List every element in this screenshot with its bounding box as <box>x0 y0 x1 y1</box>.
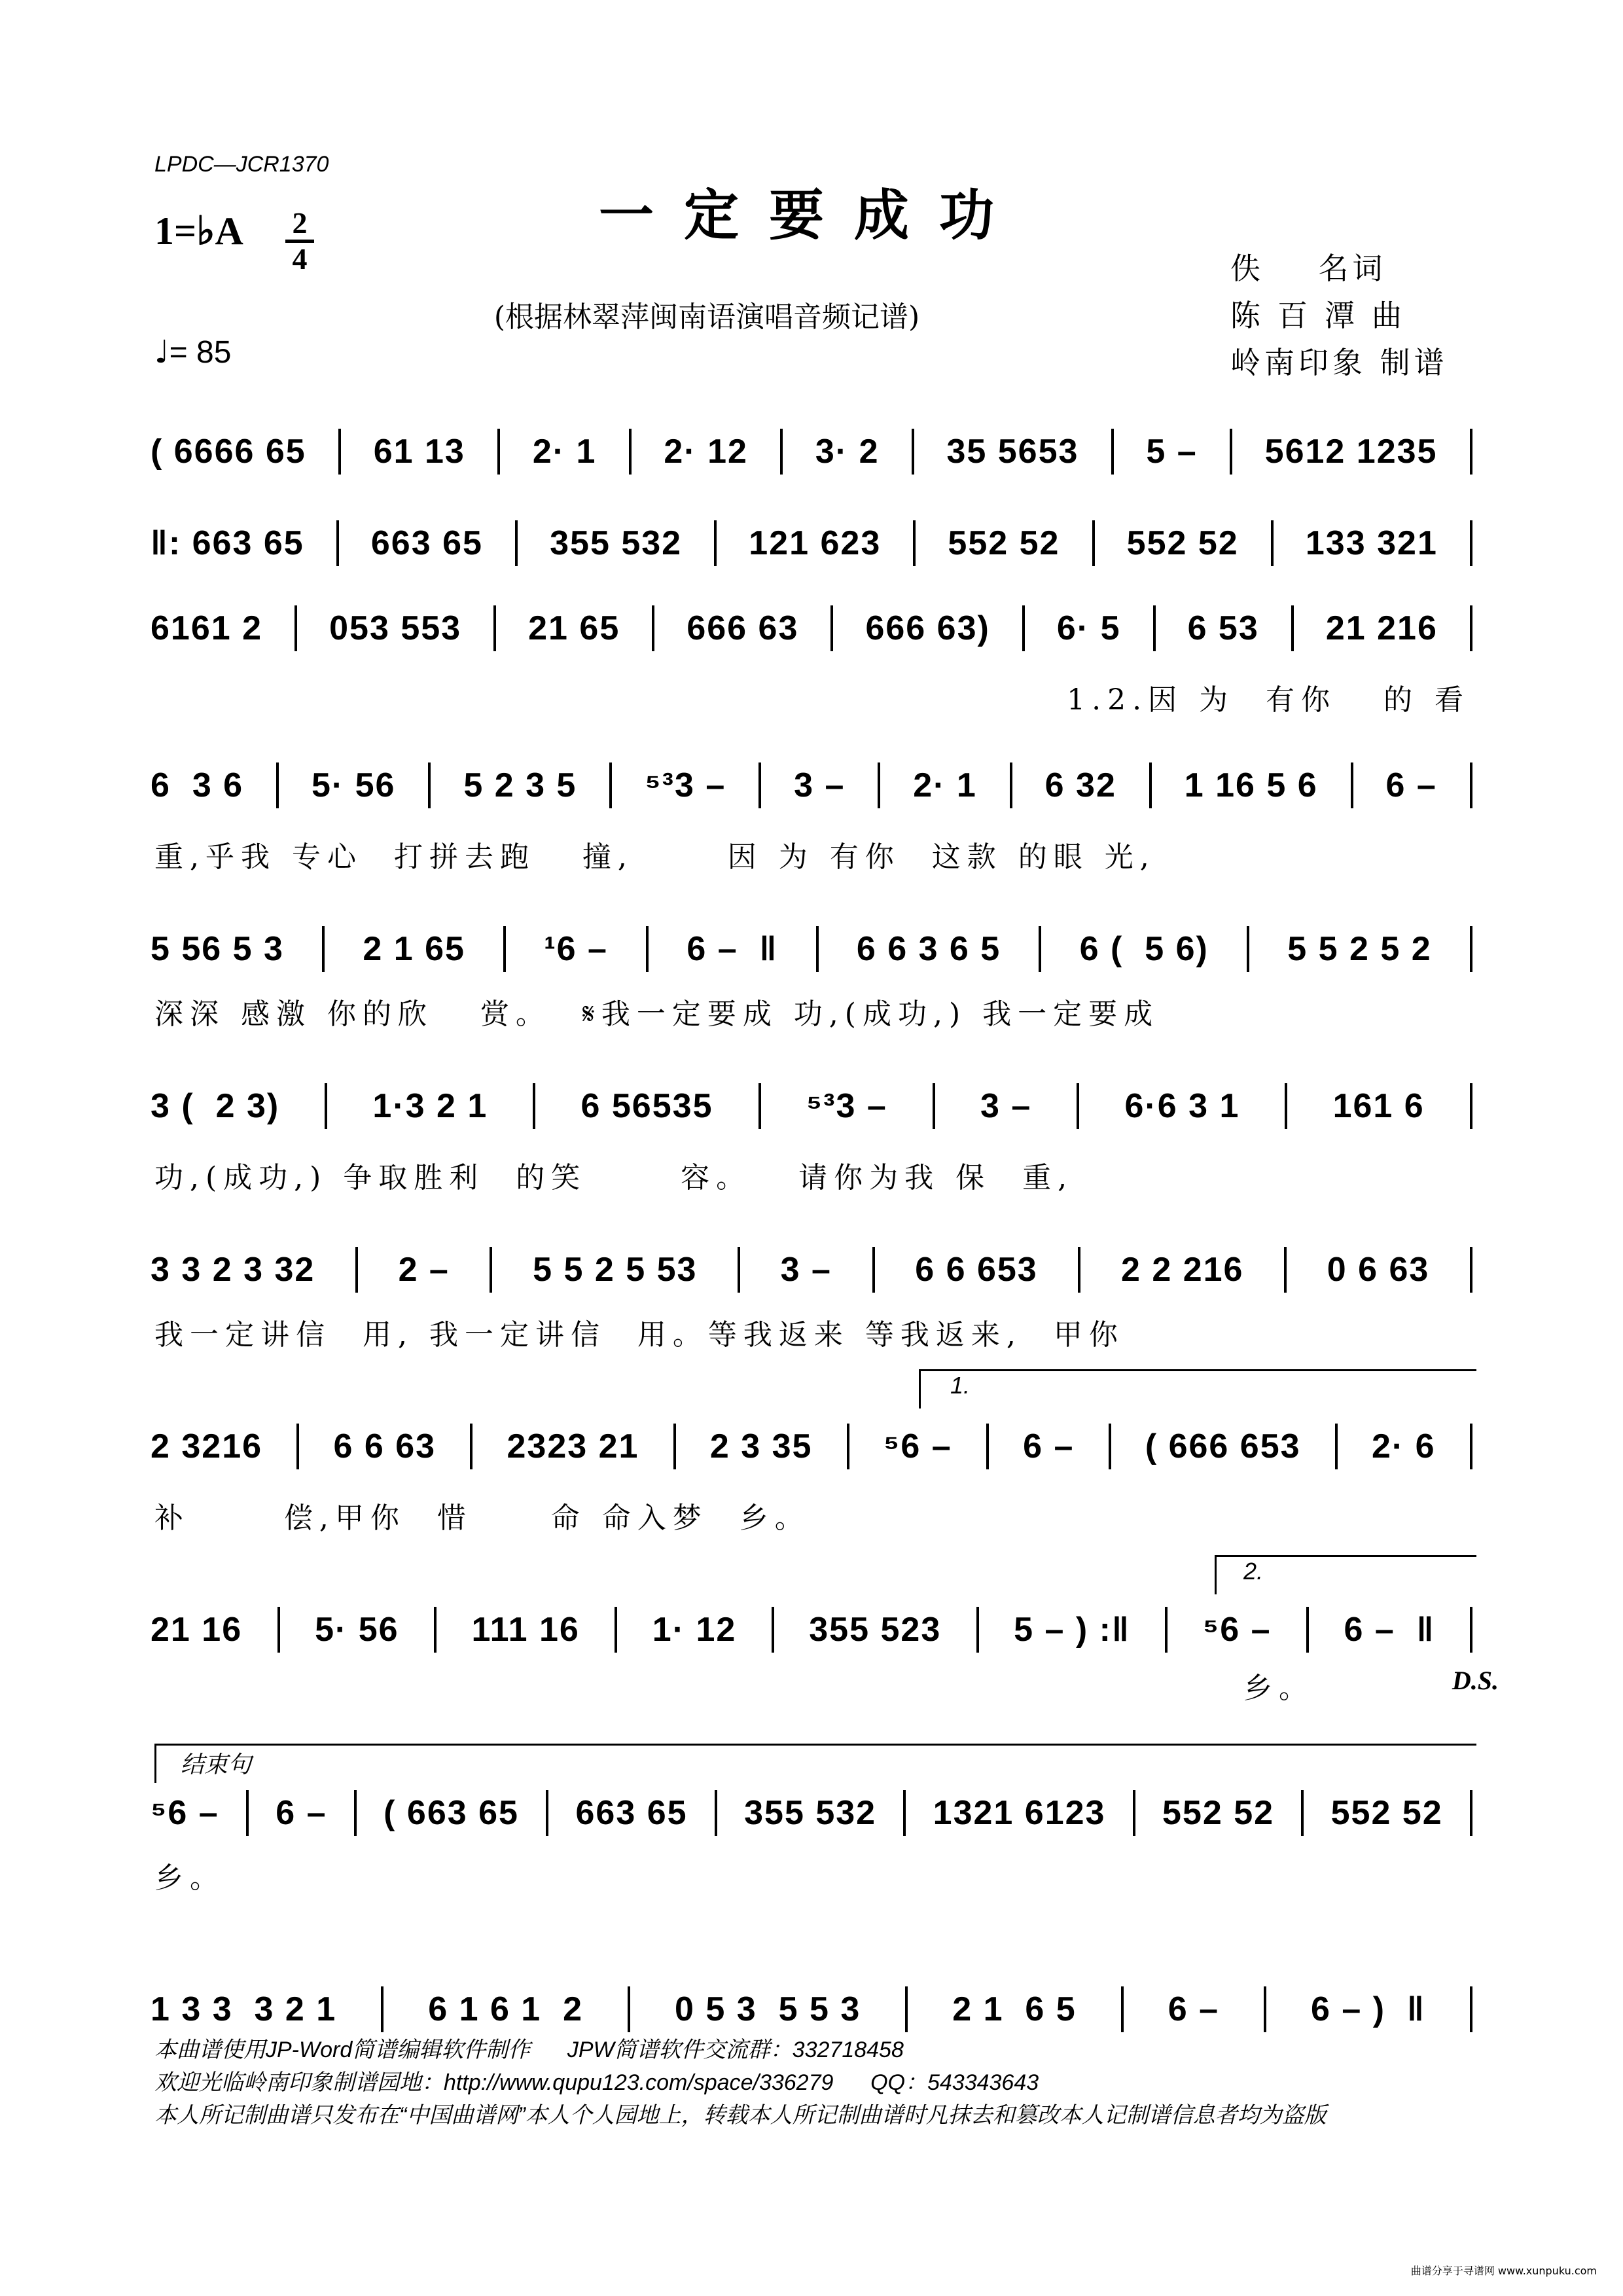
arranger: 岭南印象 制谱 <box>1230 345 1448 380</box>
measure: 2· 12 <box>664 433 748 471</box>
measure: 111 16 <box>471 1611 580 1649</box>
measure: 552 52 <box>948 524 1060 562</box>
barline <box>1264 1986 1266 2032</box>
barline <box>1039 926 1041 972</box>
barline <box>533 1083 535 1129</box>
measure: 5 2 3 5 <box>463 766 577 804</box>
barline <box>355 1247 358 1293</box>
barline <box>338 429 341 475</box>
barline <box>905 1986 908 2032</box>
measure: 161 6 <box>1332 1087 1425 1125</box>
measure: 552 52 <box>1126 524 1239 562</box>
measure: 552 52 <box>1162 1794 1275 1832</box>
measure: 121 623 <box>749 524 882 562</box>
staff-row <box>151 602 1472 655</box>
measure: ⁵6 – <box>151 1794 219 1832</box>
measure: 1321 6123 <box>933 1794 1106 1832</box>
measure: 355 523 <box>809 1611 942 1649</box>
lyrics-line: 1.2.因 为 有你 的 看 <box>1067 683 1470 717</box>
lyrics-line: 补 偿,甲你 惜 命 命入梦 乡。 <box>154 1501 810 1535</box>
staff-row <box>151 759 1472 812</box>
barline <box>986 1424 989 1469</box>
barline <box>772 1607 774 1653</box>
first-ending-bracket-left <box>919 1369 921 1408</box>
measure: 5 – ) :‖ <box>1014 1611 1130 1649</box>
measure: 2· 1 <box>532 433 597 471</box>
barline <box>758 762 761 808</box>
score-code: LPDC—JCR1370 <box>154 152 329 177</box>
footer-line-3: 本人所记制曲谱只发布在“中国曲谱网”本人个人园地上，转载本人所记制曲谱时凡抹去和篡改本人记制谱信息者均为盗版 <box>154 2103 1327 2128</box>
measure: 0 5 3 5 5 3 <box>675 1990 861 2028</box>
staff-row <box>151 923 1472 975</box>
measure: 61 13 <box>373 433 465 471</box>
measure: 2 – <box>398 1251 450 1289</box>
barline <box>515 520 518 566</box>
time-signature-top: 2 <box>292 206 308 240</box>
barline <box>872 1247 875 1293</box>
measure: 6 – ‖ <box>1344 1611 1435 1649</box>
barline <box>336 520 339 566</box>
barline <box>1470 1247 1472 1293</box>
measure: 6 – <box>1023 1427 1075 1465</box>
barline <box>490 1247 492 1293</box>
barline <box>1470 520 1472 566</box>
measure: 1· 12 <box>652 1611 737 1649</box>
barline <box>1470 1986 1472 2032</box>
measure: ( 663 65 <box>383 1794 519 1832</box>
barline <box>878 762 880 808</box>
barline <box>1470 605 1472 651</box>
barline <box>294 605 297 651</box>
barline <box>277 1607 280 1653</box>
barline <box>1470 1083 1472 1129</box>
measure: 2· 1 <box>913 766 977 804</box>
measure: 552 52 <box>1330 1794 1443 1832</box>
barline <box>546 1790 548 1836</box>
measure: 6161 2 <box>151 609 263 647</box>
measure: 21 216 <box>1325 609 1438 647</box>
measure: ( 6666 65 <box>151 433 306 471</box>
barline <box>246 1790 249 1836</box>
lyrics-line: 功,(成功,) 争取胜利 的笑 容。 请你为我 保 重, <box>154 1161 1074 1194</box>
tempo-value: = 85 <box>169 335 232 370</box>
staff-row <box>151 1604 1472 1656</box>
barline <box>1111 429 1114 475</box>
measure: 5612 1235 <box>1264 433 1438 471</box>
barline <box>434 1607 437 1653</box>
measure: 1·3 2 1 <box>372 1087 488 1125</box>
barline <box>615 1607 617 1653</box>
measure: 355 532 <box>550 524 683 562</box>
first-ending-label: 1. <box>950 1372 971 1399</box>
barline <box>714 520 717 566</box>
measure: 5 5 2 5 53 <box>533 1251 698 1289</box>
barline <box>912 429 914 475</box>
barline <box>1165 1607 1168 1653</box>
subtitle: (根据林翠萍闽南语演唱音频记谱) <box>493 300 920 334</box>
barline <box>1351 762 1353 808</box>
barline <box>780 429 783 475</box>
barline <box>381 1986 383 2032</box>
barline <box>1291 605 1294 651</box>
measure: 355 532 <box>744 1794 877 1832</box>
barline <box>816 926 819 972</box>
coda-bracket <box>154 1744 1476 1746</box>
barline <box>1301 1790 1304 1836</box>
barline <box>629 429 632 475</box>
barline <box>1247 926 1249 972</box>
watermark: 曲谱分享于寻谱网 www.xunpuku.com <box>1410 2265 1597 2277</box>
barline <box>1133 1790 1135 1836</box>
barline <box>296 1424 299 1469</box>
measure: 3 – <box>794 766 846 804</box>
footer-line-1: 本曲谱使用JP-Word简谱编辑软件制作 JPW简谱软件交流群：332718458 <box>154 2037 904 2062</box>
time-signature-bottom: 4 <box>292 242 308 276</box>
measure: 3 – <box>780 1251 832 1289</box>
footer-line-2: 欢迎光临岭南印象制谱园地：http://www.qupu123.com/space/336279 QQ：543343643 <box>154 2070 1039 2095</box>
coda-bracket-left <box>154 1744 156 1783</box>
measure: 5· 56 <box>315 1611 399 1649</box>
barline <box>628 1986 630 2032</box>
measure: 2 1 65 <box>363 930 465 968</box>
measure: ⁵6 – <box>1202 1611 1272 1649</box>
measure: ( 666 653 <box>1145 1427 1301 1465</box>
measure: 6 32 <box>1044 766 1116 804</box>
barline <box>1470 762 1472 808</box>
barline <box>325 1083 327 1129</box>
barline <box>354 1790 357 1836</box>
barline <box>652 605 654 651</box>
barline <box>1149 762 1152 808</box>
measure: 663 65 <box>575 1794 688 1832</box>
barline <box>1022 605 1025 651</box>
measure: 133 321 <box>1305 524 1438 562</box>
barline <box>847 1424 849 1469</box>
measure: 5 5 2 5 2 <box>1287 930 1432 968</box>
barline <box>1121 1986 1124 2032</box>
measure: 666 63) <box>865 609 990 647</box>
measure: ⁵6 – <box>883 1427 952 1465</box>
barline <box>609 762 612 808</box>
composer: 陈百潭曲 <box>1230 298 1419 333</box>
barline <box>933 1083 935 1129</box>
measure: 1 3 3 3 2 1 <box>151 1990 337 2028</box>
staff-row <box>151 1080 1472 1132</box>
measure: ‖: 663 65 <box>151 524 304 562</box>
barline <box>1271 520 1274 566</box>
second-ending-bracket-left <box>1215 1555 1217 1594</box>
staff-row <box>151 1244 1472 1296</box>
lyrics-line: 我一定讲信 用, 我一定讲信 用。等我返来 等我返来, 甲你 <box>154 1318 1124 1352</box>
barline <box>1335 1424 1338 1469</box>
barline <box>1153 605 1156 651</box>
staff-row <box>151 517 1472 569</box>
barline <box>1470 926 1472 972</box>
measure: 2· 6 <box>1371 1427 1436 1465</box>
measure: ¹6 – <box>544 930 608 968</box>
barline <box>1109 1424 1111 1469</box>
measure: 6 – <box>276 1794 327 1832</box>
barline <box>1470 1790 1472 1836</box>
dal-segno-marking: D.S. <box>1452 1666 1499 1695</box>
barline <box>1470 1607 1472 1653</box>
barline <box>913 520 916 566</box>
measure: 2 3216 <box>151 1427 263 1465</box>
measure: 5 56 5 3 <box>151 930 284 968</box>
measure: 3 3 2 3 32 <box>151 1251 315 1289</box>
measure: 2323 21 <box>507 1427 639 1465</box>
tempo-marking <box>154 334 231 370</box>
key-signature: 1=♭A <box>154 209 243 253</box>
barline <box>758 1083 761 1129</box>
measure: 6 53 <box>1187 609 1259 647</box>
staff-row <box>151 1983 1472 2036</box>
measure: 35 5653 <box>946 433 1079 471</box>
measure: 21 65 <box>528 609 620 647</box>
barline <box>470 1424 473 1469</box>
lyrics-line: 乡。 <box>154 1861 225 1895</box>
measure: 6 6 63 <box>333 1427 437 1465</box>
measure: ⁵³3 – <box>645 766 726 804</box>
time-signature <box>285 208 314 274</box>
staff-row <box>151 1420 1472 1473</box>
measure: 6 – <box>1168 1990 1220 2028</box>
barline <box>646 926 649 972</box>
measure: 5 – <box>1146 433 1198 471</box>
barline <box>830 605 833 651</box>
quarter-note-icon: ♩ <box>154 334 169 370</box>
barline <box>1306 1607 1309 1653</box>
measure: 6 1 6 1 2 <box>428 1990 584 2028</box>
measure: 666 63 <box>687 609 799 647</box>
barline <box>503 926 506 972</box>
song-title: 一定要成功 <box>598 183 1024 247</box>
measure: 663 65 <box>370 524 483 562</box>
second-ending-bracket <box>1215 1555 1476 1557</box>
measure: 6 6 3 6 5 <box>856 930 1001 968</box>
measure: 2 3 35 <box>709 1427 813 1465</box>
lyrics-line: 重,乎我 专心 打拼去跑 撞, 因 为 有你 这款 的眼 光, <box>154 840 1156 874</box>
measure: 6 ( 5 6) <box>1079 930 1209 968</box>
lyrics-line: 乡。 <box>1243 1672 1314 1705</box>
barline <box>715 1790 717 1836</box>
barline <box>1230 429 1232 475</box>
barline <box>276 762 279 808</box>
lyrics-line: 深深 感激 你的欣 赏。 𝄋我一定要成 功,(成功,) 我一定要成 <box>154 997 1160 1031</box>
measure: 053 553 <box>329 609 462 647</box>
barline <box>1470 429 1472 475</box>
measure: 6 56535 <box>580 1087 713 1125</box>
barline <box>903 1790 906 1836</box>
measure: 5· 56 <box>311 766 396 804</box>
barline <box>1078 1247 1080 1293</box>
barline <box>976 1607 979 1653</box>
measure: 3· 2 <box>815 433 880 471</box>
measure: 6 – ) ‖ <box>1311 1990 1425 2028</box>
measure: 3 – <box>980 1087 1032 1125</box>
staff-row <box>151 1787 1472 1839</box>
measure: 6 3 6 <box>151 766 244 804</box>
measure: ⁵³3 – <box>806 1087 887 1125</box>
barline <box>1285 1083 1287 1129</box>
barline <box>1284 1247 1287 1293</box>
barline <box>738 1247 740 1293</box>
barline <box>1010 762 1012 808</box>
lyricist: 佚 名词 <box>1230 251 1387 286</box>
measure: 6· 5 <box>1056 609 1121 647</box>
measure: 21 16 <box>151 1611 243 1649</box>
barline <box>673 1424 676 1469</box>
measure: 6 – <box>1385 766 1437 804</box>
measure: 6 – ‖ <box>687 930 778 968</box>
barline <box>428 762 431 808</box>
measure: 0 6 63 <box>1327 1251 1430 1289</box>
measure: 2 1 6 5 <box>952 1990 1077 2028</box>
measure: 6·6 3 1 <box>1124 1087 1240 1125</box>
measure: 6 6 653 <box>915 1251 1038 1289</box>
first-ending-bracket <box>919 1369 1476 1371</box>
measure: 3 ( 2 3) <box>151 1087 280 1125</box>
staff-row <box>151 425 1472 478</box>
measure: 2 2 216 <box>1120 1251 1244 1289</box>
barline <box>322 926 325 972</box>
second-ending-label: 2. <box>1243 1558 1264 1585</box>
coda-label: 结束句 <box>181 1751 252 1778</box>
barline <box>493 605 496 651</box>
measure: 1 16 5 6 <box>1184 766 1318 804</box>
barline <box>497 429 500 475</box>
barline <box>1077 1083 1079 1129</box>
barline <box>1092 520 1095 566</box>
barline <box>1470 1424 1472 1469</box>
